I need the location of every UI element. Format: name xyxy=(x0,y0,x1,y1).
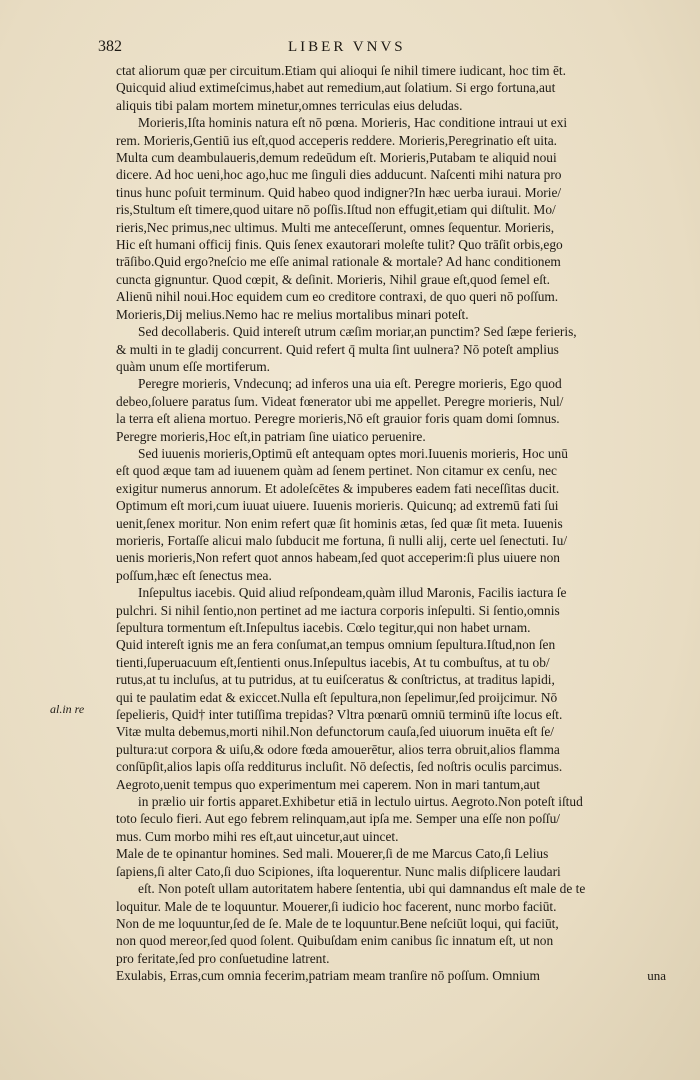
text-line: aliquis tibi palam mortem minetur,omnes terriculas eius deludas. xyxy=(116,97,463,113)
text-line: toto ſeculo fieri. Aut ego febrem relinquam,aut ipſa me. Semper una eſſe non poſſu/ xyxy=(116,811,560,827)
text-line: cuncta gignuntur. Quod cœpit, & deſinit. Morieris, Nihil graue eſt,quod ſemel eſt. xyxy=(116,271,550,287)
text-line: uenis morieris,Non refert quot annos habeam,ſed quot acceperim:ſi plus uiuere non xyxy=(116,550,560,566)
text-line: eſt. Non poteſt ullam autoritatem habere ſententia, ubi qui damnandus eſt male de te xyxy=(138,881,586,897)
running-head: LIBER VNVS xyxy=(288,39,406,55)
catchword: una xyxy=(647,968,666,983)
text-line: in prælio uir fortis apparet.Exhibetur etiā in lectulo uirtus. Aegroto.Non poteſt iſtud xyxy=(138,794,583,810)
page-header xyxy=(98,38,688,60)
text-line: Multa cum deambulaueris,demum redeūdum eſt. Morieris,Putabam te aliquid noui xyxy=(116,150,557,166)
text-line: trāſibo.Quid ergo?neſcio me eſſe animal rationale & mortale? Ad hanc conditionem xyxy=(116,254,561,270)
text-line: rutus,at tu incluſus, at tu putridus, at tu euiſceratus & conſtrictus, at traditus lapidi, xyxy=(116,672,555,688)
text-line: la terra eſt aliena mortuo. Peregre morieris,Nō eſt grauior foris quam domi ſomnus. xyxy=(116,411,560,427)
text-line: Male de te opinantur homines. Sed mali. Mouerer,ſi de me Marcus Cato,ſi Lelius xyxy=(116,846,549,862)
text-line: ctat aliorum quæ per circuitum.Etiam qui alioqui ſe nihil timere iudicant, hoc tim ēt. xyxy=(116,63,566,78)
text-line: morieris, Fortaſſe alicui malo ſubducit me fortuna, ſi nulli alij, certe uel ſenectuti. Iu/ xyxy=(116,532,568,548)
text-line: rieris,Nec primus,nec ultimus. Multi me anteceſſerunt, omnes ſequentur. Morieris, xyxy=(116,219,555,235)
text-line: poſſum,hæc eſt ſenectus mea. xyxy=(116,567,272,583)
text-line: Inſepultus iacebis. Quid aliud reſpondeam,quàm illud Maronis, Facilis iactura ſe xyxy=(138,585,567,601)
text-line: qui te paulatim edat & exiccet.Nulla eſt ſepultura,non ſepelimur,ſed proijcimur. Nō xyxy=(116,689,558,705)
text-line: ris,Stultum eſt timere,quod uitare nō poſſis.Iſtud non effugit,etiam qui diſtulit. Mo/ xyxy=(116,202,556,218)
text-line: Peregre morieris,Hoc eſt,in patriam ſine uiatico peruenire. xyxy=(116,428,426,444)
text-line: Hic eſt humani officij finis. Quis ſenex exautorari moleſte tulit? Quo trāſit orbis,ego xyxy=(116,237,563,253)
text-line: Morieris,Iſta hominis natura eſt nō pœna. Morieris, Hac conditione intraui ut exi xyxy=(138,115,568,131)
text-line: dicere. Ad hoc ueni,hoc ago,huc me ſinguli dies adducunt. Naſcenti mihi natura pro xyxy=(116,167,562,183)
text-line: conſūpſit,alios lapis oſſa redditurus incluſit. Nō deſectis, ſed noſtris oculis parcimus. xyxy=(116,759,563,775)
text-line: debeo,ſoluere paratus ſum. Videat fœnerator ubi me appellet. Peregre morieris, Nul/ xyxy=(116,393,564,409)
text-line: quàm unum eſſe mortiferum. xyxy=(116,358,270,374)
text-line: Non de me loquuntur,ſed de ſe. Male de te loquuntur.Bene neſciūt loqui, qui faciūt, xyxy=(116,915,559,931)
text-line: mus. Cum morbo mihi res eſt,aut uincetur,aut uincet. xyxy=(116,828,399,844)
text-line: exigitur numerus annorum. Et adoleſcētes & impuberes eadem fati neceſſitas ducit. xyxy=(116,480,560,496)
body-text xyxy=(116,62,671,985)
text-line: Peregre morieris, Vndecunq; ad inferos una uia eſt. Peregre morieris, Ego quod xyxy=(138,376,562,392)
text-line: Morieris,Dij melius.Nemo hac re melius mortalibus minari poteſt. xyxy=(116,306,469,322)
text-line: rem. Morieris,Gentiū ius eſt,quod acceperis reddere. Morieris,Peregrinatio eſt uita. xyxy=(116,132,558,148)
text-line: tienti,ſuperuacuum eſt,ſentienti onus.Inſepultus iacebis, At tu combuſtus, at tu ob/ xyxy=(116,654,550,670)
margin-note: al.in re xyxy=(50,702,85,716)
text-line: & multi in te gladij concurrent. Quid refert q̄ multa ſint uulnera? Nō poteſt amplius xyxy=(116,341,559,357)
text-line: pulchri. Si nihil ſentio,non pertinet ad me iactura corporis inſepulti. Si ſentio,omnis xyxy=(116,602,560,618)
text-line: Optimum eſt mori,cum iuuat uiuere. Iuuenis morieris. Quicunq; ad extremū fati ſui xyxy=(116,498,559,514)
text-line: Quid intereſt ignis me an fera conſumat,an tempus omnium ſepultura.Iſtud,non ſen xyxy=(116,637,556,653)
text-line: uenit,ſenex moritur. Non enim refert quæ ſit hominis ætas, ſed quæ ſit meta. Iuuenis xyxy=(116,515,563,531)
text-line: Alienū nihil noui.Hoc equidem cum eo creditore contraxi, de quo queri nō poſſum. xyxy=(116,289,559,305)
text-line: Quicquid aliud extimeſcimus,habet aut remedium,aut ſolatium. Si ergo fortuna,aut xyxy=(116,80,556,96)
text-line: ſepultura tormentum eſt.Inſepultus iacebis. Cœlo tegitur,qui non habet urnam. xyxy=(116,620,531,635)
text-line: Sed iuuenis morieris,Optimū eſt antequam optes mori.Iuuenis morieris, Hoc unū xyxy=(138,445,568,461)
text-line: Aegroto,uenit tempus quo experimentum mei caperem. Non in mari tantum,aut xyxy=(116,776,540,792)
text-line: loquitur. Male de te loquuntur. Mouerer,ſi iudicio hoc facerent, nunc morbo faciūt. xyxy=(116,898,557,914)
text-line: Sed decollaberis. Quid intereſt utrum cæſim moriar,an punctim? Sed ſæpe ferieris, xyxy=(138,324,577,340)
text-line: pro feritate,ſed pro conſuetudine latrent. xyxy=(116,950,330,966)
text-line: ſapiens,ſi alter Cato,ſi duo Scipiones, iſta loquerentur. Nunc malis diſplicere laudari xyxy=(116,863,561,879)
text-line: Vitæ multa debemus,morti nihil.Non defunctorum cauſa,ſed uiuorum inuēta eſt ſe/ xyxy=(116,724,555,740)
page-number: 382 xyxy=(98,38,122,55)
text-line: Exulabis, Erras,cum omnia fecerim,patriam meam tranſire nō poſſum. Omnium xyxy=(116,968,540,984)
text-line: ſepelieris, Quid† inter tutiſſima trepidas? Vltra pœnarū omniū terminū iſte locus eſt. xyxy=(116,707,563,723)
text-line: pultura:ut corpora & uiſu,& odore fœda amouerētur, alios terra obruit,alios flamma xyxy=(116,741,560,757)
text-line: non quod mereor,ſed quod ſolent. Quibuſdam enim canibus ſic innatum eſt, ut non xyxy=(116,933,554,949)
text-line: eſt quod æque tam ad iuuenem quàm ad ſenem pertinet. Non citamur ex cenſu, nec xyxy=(116,463,558,479)
text-line: tinus hunc poſuit terminum. Quid habeo quod indigner?In hæc uerba iuraui. Morie/ xyxy=(116,184,562,200)
